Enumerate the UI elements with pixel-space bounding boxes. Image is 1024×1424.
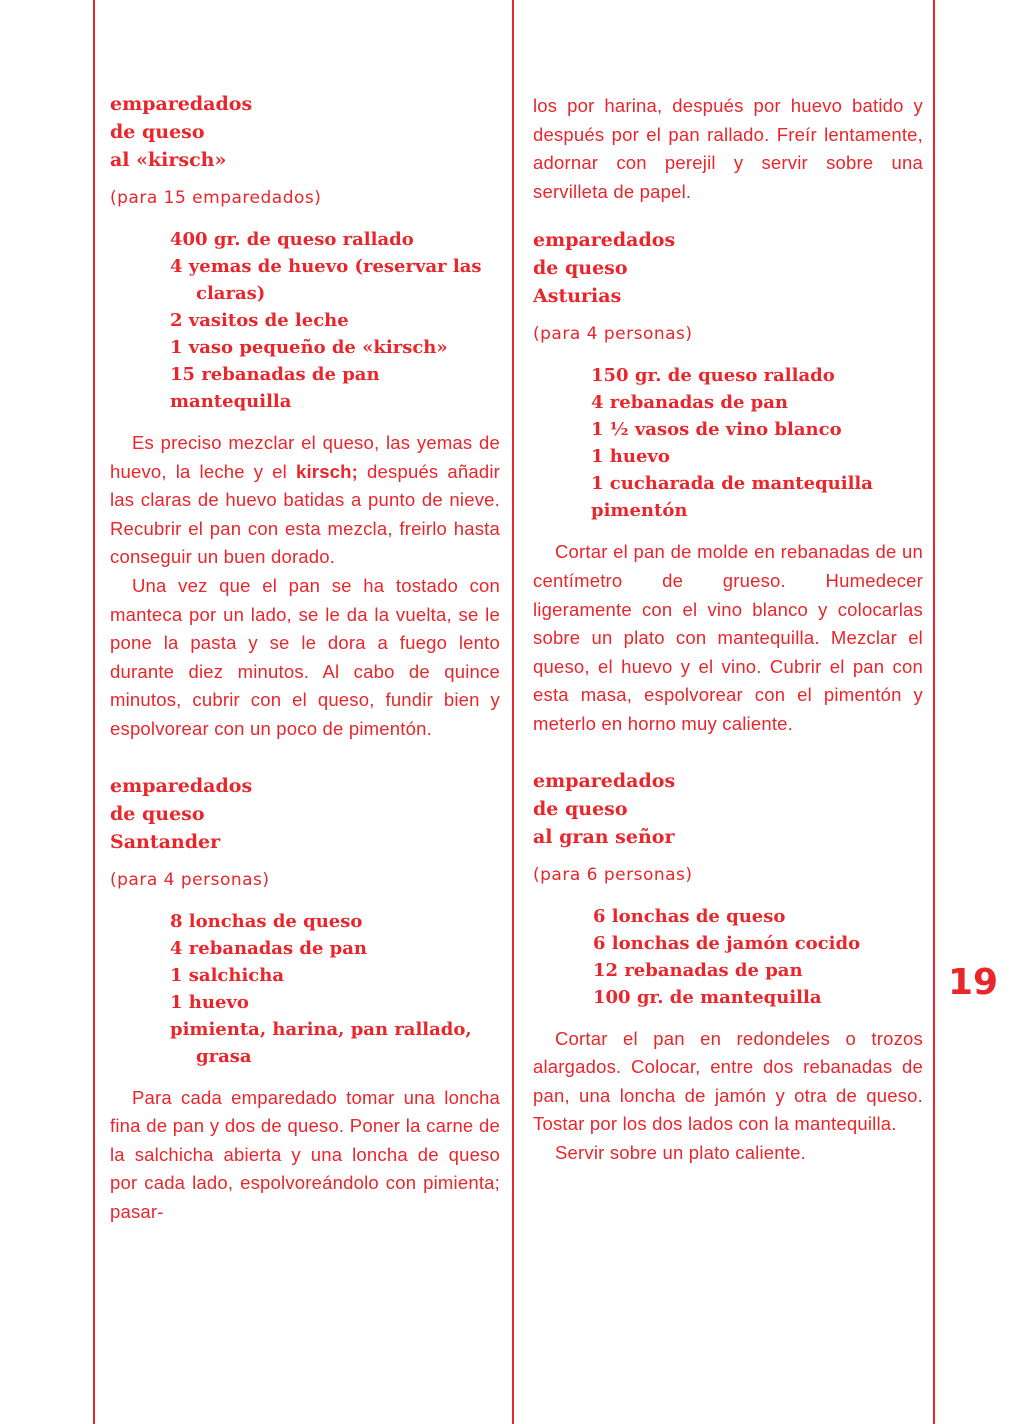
ingredient-item: 1 vaso pequeño de «kirsch» — [170, 337, 448, 358]
title-line: emparedados — [533, 769, 676, 792]
recipe-serves: (para 15 emparedados) — [110, 188, 322, 208]
title-line: emparedados — [533, 229, 676, 252]
title-line: Asturias — [533, 285, 622, 308]
recipe-title — [533, 767, 923, 851]
recipe-title — [110, 772, 500, 856]
ingredient-item: 6 lonchas de jamón cocido — [593, 932, 861, 954]
ingredient-item: 12 rebanadas de pan — [593, 959, 803, 981]
recipe-instructions: Para cada emparedado tomar una loncha fina de pan y dos de queso. Poner la carne de la salchicha abierta y una loncha de queso por cada lado, espolvoreándolo con pimienta; pasar- — [110, 1086, 500, 1222]
recipe-asturias — [533, 226, 923, 738]
left-column — [110, 90, 500, 1227]
title-line: emparedados — [110, 93, 253, 115]
ingredient-item: 1 ½ vasos de vino blanco — [591, 419, 842, 441]
recipe-instructions: Cortar el pan de molde en rebanadas de un centímetro de grueso. Humedecer ligeramente con el vino blanco y colocarlas sobre un plato con mantequilla. Mezclar el queso, el huevo y el vino. Cubrir el pan con esta masa, espolvorear con el pimentón y meterlo en horno muy caliente. — [533, 541, 923, 734]
ingredient-item: mantequilla — [170, 391, 292, 412]
ingredient-item: 15 rebanadas de pan — [170, 364, 380, 385]
recipe-instructions: Servir sobre un plato caliente. — [555, 1141, 806, 1163]
title-line: de queso — [110, 802, 205, 825]
instruction-keyword: kirsch; — [295, 460, 359, 482]
title-line: de queso — [533, 257, 628, 280]
recipe-serves: (para 4 personas) — [533, 324, 693, 345]
title-line: Santander — [110, 830, 221, 853]
right-column — [533, 92, 923, 1168]
center-column-rule — [512, 0, 514, 1424]
recipe-instructions — [110, 429, 500, 572]
ingredient-item: 6 lonchas de queso — [593, 905, 786, 927]
recipe-gran-senor — [533, 767, 923, 1168]
ingredient-item: pimentón — [591, 500, 688, 522]
recipe-serves: (para 6 personas) — [533, 864, 693, 885]
title-line: al «kirsch» — [110, 149, 227, 171]
ingredient-item: 8 lonchas de queso — [170, 910, 363, 932]
left-margin-rule — [93, 0, 95, 1424]
ingredient-item: 1 huevo — [591, 446, 670, 468]
ingredient-item: 100 gr. de mantequilla — [593, 986, 822, 1008]
ingredient-item: 4 rebanadas de pan — [170, 937, 368, 959]
recipe-title — [533, 226, 923, 310]
title-line: al gran señor — [533, 825, 675, 848]
ingredient-item: 1 salchicha — [170, 964, 285, 986]
ingredient-item: pimienta, harina, pan rallado, grasa — [170, 1018, 472, 1067]
ingredient-item: 1 cucharada de mantequilla — [591, 473, 873, 495]
title-line: de queso — [110, 121, 205, 143]
ingredient-list — [593, 903, 923, 1011]
ingredient-list — [591, 362, 923, 524]
ingredient-item: 4 rebanadas de pan — [591, 392, 789, 414]
recipe-serves: (para 4 personas) — [110, 869, 270, 890]
title-line: emparedados — [110, 774, 253, 797]
ingredient-list — [170, 908, 500, 1070]
recipe-instructions-continued: los por harina, después por huevo batido y después por el pan rallado. Freír lentamente, adornar con perejil y servir sobre una servilleta de papel. — [533, 95, 923, 202]
ingredient-item: 2 vasitos de leche — [170, 310, 349, 331]
ingredient-item: 150 gr. de queso rallado — [591, 365, 835, 387]
ingredient-item: 400 gr. de queso rallado — [170, 229, 414, 250]
ingredient-item: 4 yemas de huevo (reservar las claras) — [170, 256, 482, 304]
instruction-text: Es preciso mezclar el queso, las yemas de huevo, la leche y el — [110, 432, 500, 482]
page-number: 19 — [948, 962, 999, 1003]
recipe-instructions: Cortar el pan en redondeles o trozos alargados. Colocar, entre dos rebanadas de pan, una loncha de jamón y otra de queso. Tostar por los dos lados con la mantequilla. — [533, 1027, 923, 1135]
recipe-kirsch — [110, 90, 500, 744]
recipe-santander — [110, 772, 500, 1227]
title-line: de queso — [533, 797, 628, 820]
ingredient-list — [170, 226, 500, 415]
ingredient-item: 1 huevo — [170, 991, 249, 1013]
recipe-instructions: Una vez que el pan se ha tostado con manteca por un lado, se le da la vuelta, se le pone la pasta y se le dora a fuego lento durante diez minutos. Al cabo de quince minutos, cubrir con el queso, fundir bien y espolvorear con un poco de pimentón. — [110, 574, 500, 739]
recipe-title — [110, 90, 500, 174]
right-margin-rule — [933, 0, 935, 1424]
instruction-text: después añadir las claras de huevo batidas a punto de nieve. Recubrir el pan con esta mezcla, freirlo hasta conseguir un buen dorado. — [110, 460, 500, 568]
